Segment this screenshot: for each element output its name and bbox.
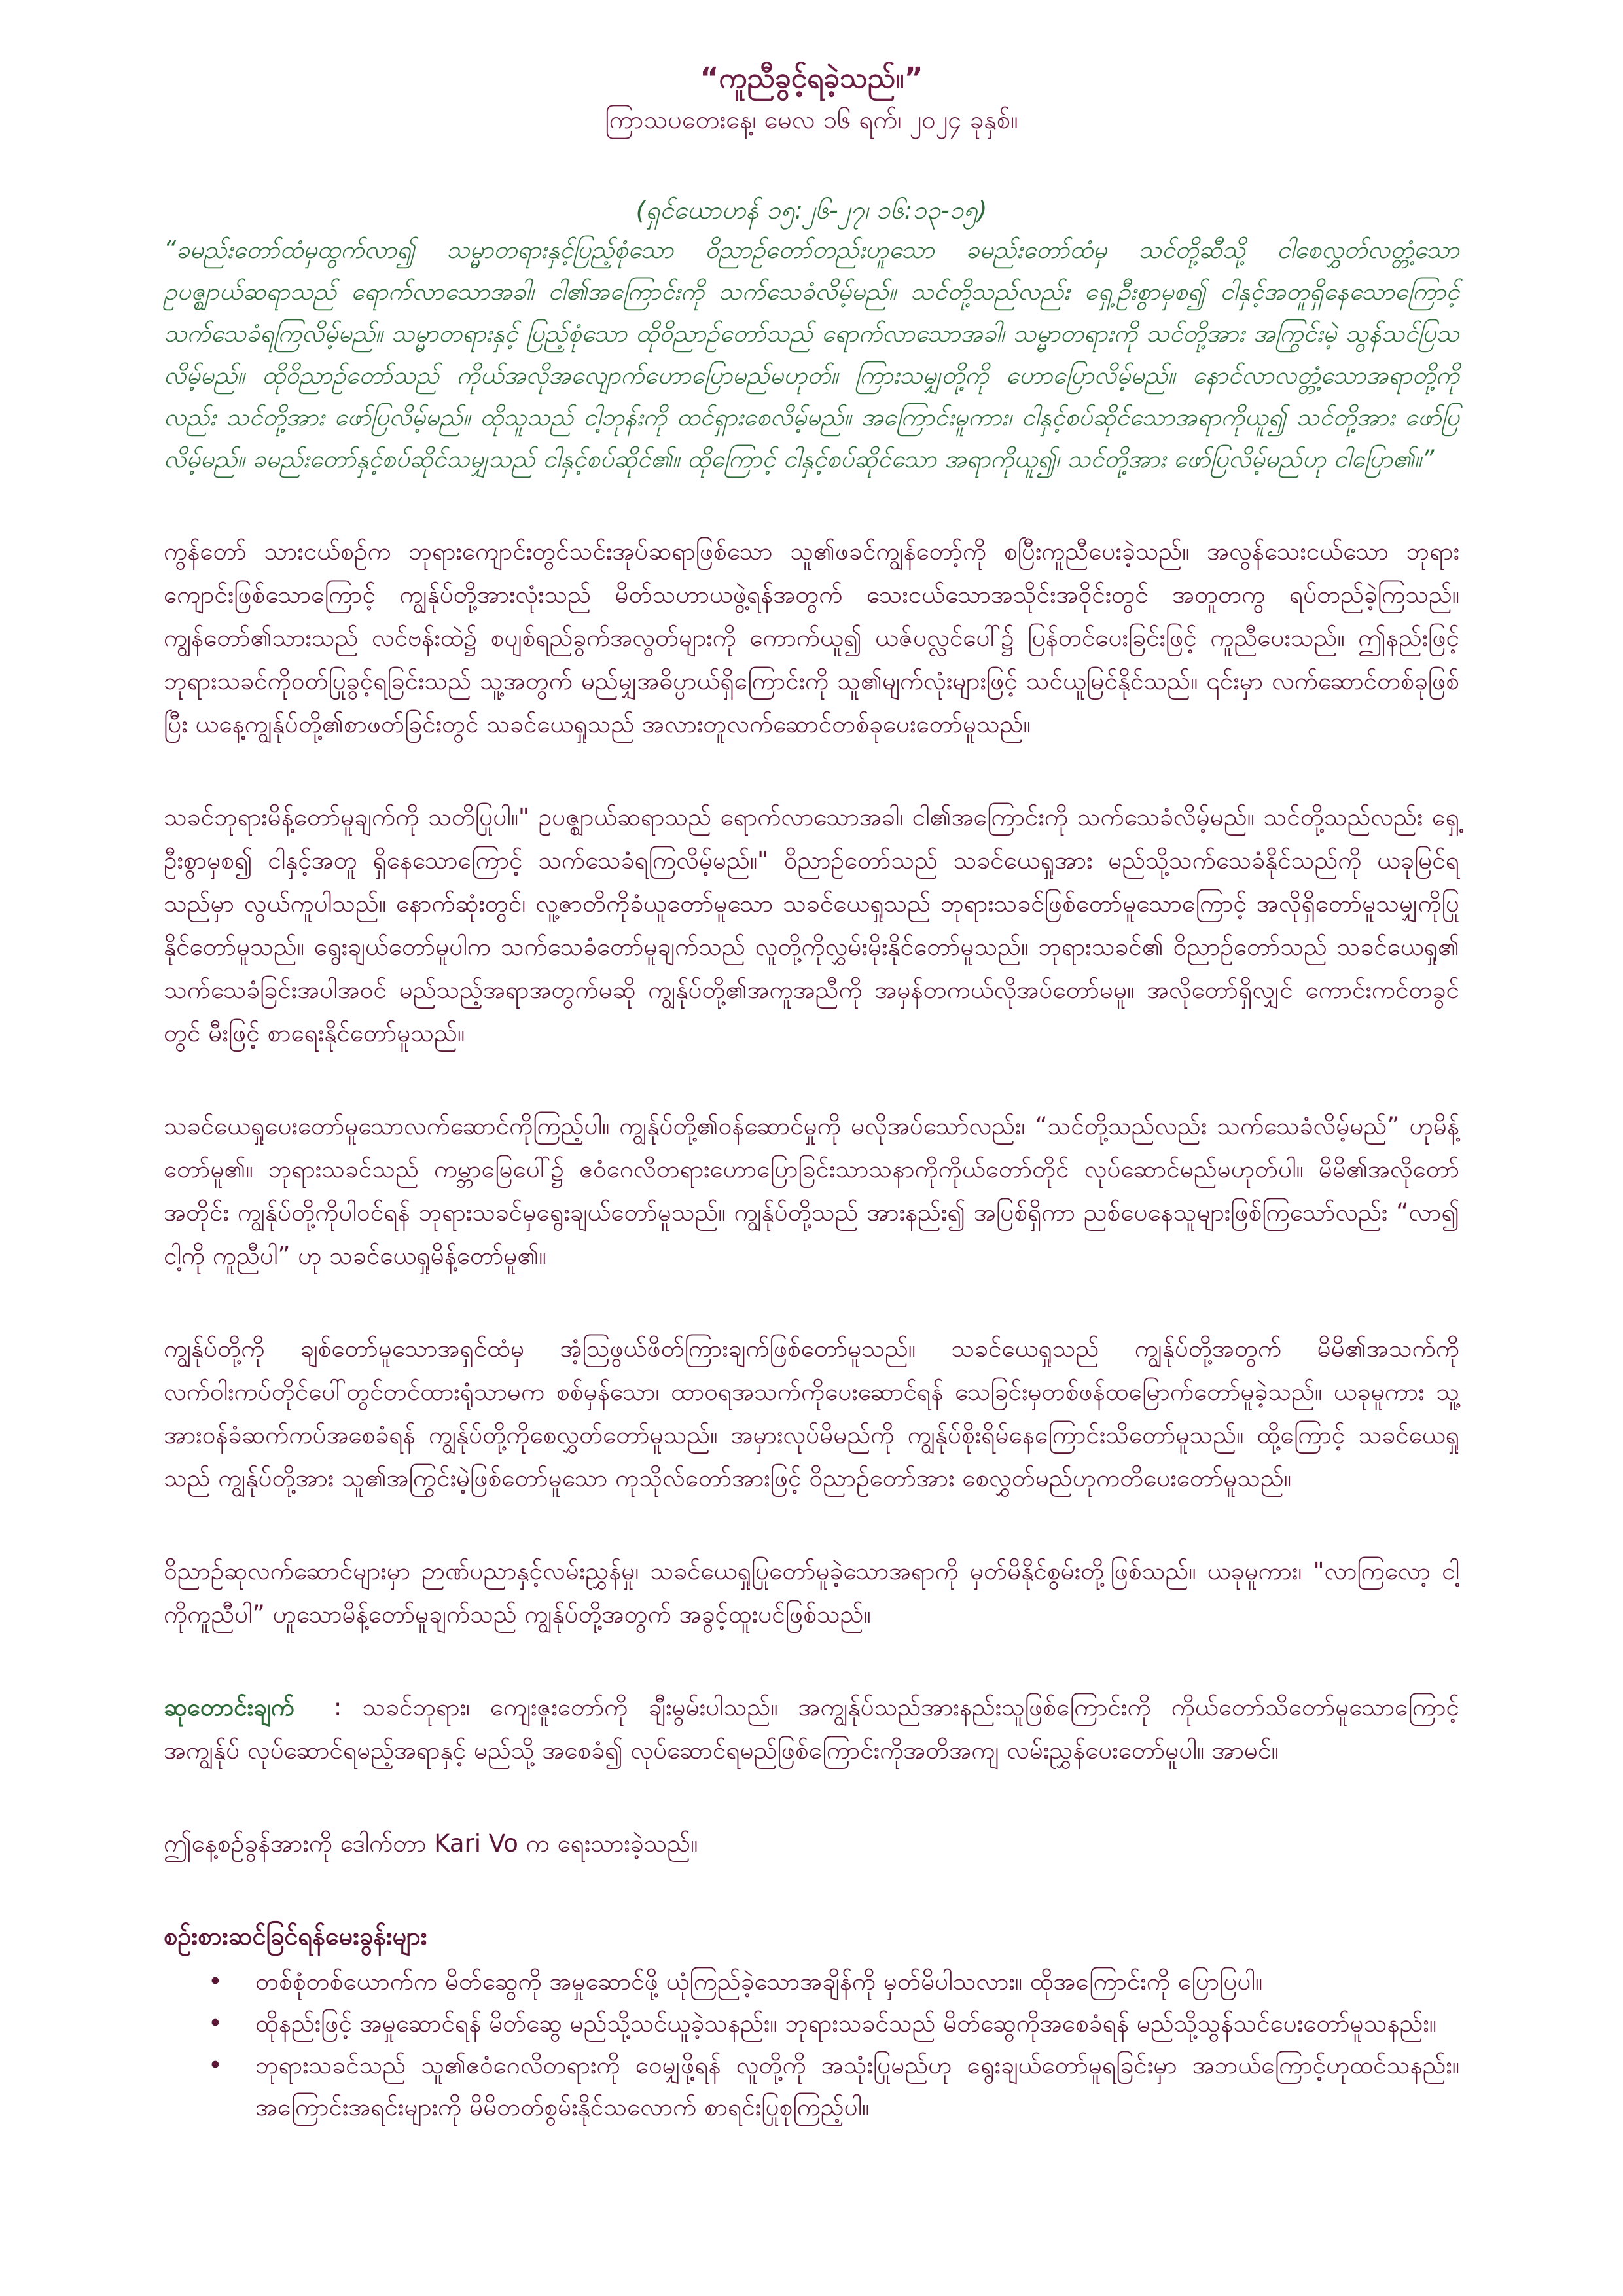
body-paragraph-5: ဝိညာဉ်ဆုလက်ဆောင်များမှာ ဉာဏ်ပညာနှင့်လမ်းညွှန်မှု၊ သခင်ယေရှုပြုတော်မူခဲ့သောအရာကို မှတ်မိနိုင်စွမ်းတို့ဖြစ်သည်။ ယခုမူကား၊ "လာကြလော့ ငါ့ကိုကူညီပါ” ဟူသောမိန့်တော်မူချက်သည် ကျွန်ုပ်တို့အတွက် အခွင့်ထူးပင်ဖြစ်သည်။ bbox=[164, 1557, 1459, 1628]
body-paragraph-4: ကျွန်ုပ်တို့ကို ချစ်တော်မူသောအရှင်ထံမှ အံ့သြဖွယ်ဖိတ်ကြားချက်ဖြစ်တော်မူသည်။ သခင်ယေရှုသည် ကျွန်ုပ်တို့အတွက် မိမိ၏အသက်ကို လက်ဝါးကပ်တိုင်ပေါ်တွင်တင်ထားရုံသာမက စစ်မှန်သော၊ ထာဝရအသက်ကိုပေးဆောင်ရန် သေခြင်းမှတစ်ဖန်ထမြောက်တော်မူခဲ့သည်။ ယခုမူကား သူ့အားဝန်ခံဆက်ကပ်အစေခံရန် ကျွန်ုပ်တို့ကိုစေလွှတ်တော်မူသည်။ အမှားလုပ်မိမည်ကို ကျွန်ုပ်စိုးရိမ်နေကြောင်းသိတော်မူသည်။ ထို့ကြောင့် သခင်ယေရှုသည် ကျွန်ုပ်တို့အား သူ၏အကြွင်းမဲ့ဖြစ်တော်မူသော ကုသိုလ်တော်အားဖြင့် ဝိညာဉ်တော်အား စေလွှတ်မည်ဟုကတိပေးတော်မူသည်။ bbox=[164, 1335, 1459, 1492]
prayer-paragraph bbox=[164, 1686, 1459, 1772]
body-paragraph-1: ကွန်တော် သားငယ်စဉ်က ဘုရားကျောင်းတွင်သင်းအုပ်ဆရာဖြစ်သော သူ၏ဖခင်ကျွန်တော့်ကို စပြီးကူညီပေးခဲ့သည်။ အလွန်သေးငယ်သော ဘုရားကျောင်းဖြစ်သောကြောင့် ကျွန်ုပ်တို့အားလုံးသည် မိတ်သဟာယဖွဲ့ရန်အတွက် သေးငယ်သောအသိုင်းအဝိုင်းတွင် အတူတကွ ရပ်တည်ခဲ့ကြသည်။ ကျွန်တော်၏သားသည် လင်ဗန်းထဲ၌ စပျစ်ရည်ခွက်အလွတ်များကို ကောက်ယူ၍ ယဇ်ပလ္လင်ပေါ်၌ ပြန်တင်ပေးခြင်းဖြင့် ကူညီပေးသည်။ ဤနည်းဖြင့် ဘုရားသခင်ကိုဝတ်ပြုခွင့်ရခြင်းသည် သူ့အတွက် မည်မျှအဓိပ္ပာယ်ရှိကြောင်းကို သူ၏မျက်လုံးများဖြင့် သင်ယူမြင်နိုင်သည်။ ၎င်းမှာ လက်ဆောင်တစ်ခုဖြစ်ပြီး ယနေ့ကျွန်ုပ်တို့၏စာဖတ်ခြင်းတွင် သခင်ယေရှုသည် အလားတူလက်ဆောင်တစ်ခုပေးတော်မူသည်။ bbox=[164, 537, 1459, 738]
prayer-text: : သခင်ဘုရား၊ ကျေးဇူးတော်ကို ချီးမွမ်းပါသည်။ အကျွန်ုပ်သည်အားနည်းသူဖြစ်ကြောင်းကို ကိုယ်တော်သိတော်မူသောကြောင့် အကျွန်ုပ် လုပ်ဆောင်ရမည့်အရာနှင့် မည်သို့ အစေခံ၍ လုပ်ဆောင်ရမည်ဖြစ်ကြောင်းကိုအတိအကျ လမ်းညွှန်ပေးတော်မူပါ။ အာမင်။ bbox=[164, 1693, 1459, 1765]
questions-list bbox=[164, 1961, 1459, 2128]
question-item bbox=[208, 2003, 1459, 2045]
devotion-title: “ကူညီခွင့်ရခဲ့သည်။” bbox=[700, 62, 923, 95]
body-paragraph-2: သခင်ဘုရားမိန့်တော်မူချက်ကို သတိပြုပါ။" ဥပဇ္ဈာယ်ဆရာသည် ရောက်လာသောအခါ၊ ငါ၏အကြောင်းကို သက်သေခံလိမ့်မည်။ သင်တို့သည်လည်း ရှေ့ဦးစွာမှစ၍ ငါနှင့်အတူ ရှိနေသောကြောင့် သက်သေခံရကြလိမ့်မည်။" ဝိညာဉ်တော်သည် သခင်ယေရှုအား မည်သို့သက်သေခံနိုင်သည်ကို ယခုမြင်ရသည်မှာ လွယ်ကူပါသည်။ နောက်ဆုံးတွင်၊ လူ့ဇာတိကိုခံယူတော်မူသော သခင်ယေရှုသည် ဘုရားသခင်ဖြစ်တော်မူသောကြောင့် အလိုရှိတော်မူသမျှကိုပြုနိုင်တော်မူသည်။ ရွေးချယ်တော်မူပါက သက်သေခံတော်မူချက်သည် လူတို့ကိုလွှမ်းမိုးနိုင်တော်မူသည်။ ဘုရားသခင်၏ ဝိညာဉ်တော်သည် သခင်ယေရှု၏ သက်သေခံခြင်းအပါအဝင် မည်သည့်အရာအတွက်မဆို ကျွန်ုပ်တို့၏အကူအညီကို အမှန်တကယ်လိုအပ်တော်မမူ။ အလိုတော်ရှိလျှင် ကောင်းကင်တခွင်တွင် မီးဖြင့် စာရေးနိုင်တော်မူသည်။ bbox=[164, 803, 1459, 1047]
scripture-passage: “ခမည်းတော်ထံမှထွက်လာ၍ သမ္မာတရားနှင့်ပြည့်စုံသော ဝိညာဉ်တော်တည်းဟူသော ခမည်းတော်ထံမှ သင်တို့ဆီသို့ ငါစေလွှတ်လတ္တံ့သော ဥပဇ္ဈာယ်ဆရာသည် ရောက်လာသောအခါ၊ ငါ၏အကြောင်းကို သက်သေခံလိမ့်မည်။ သင်တို့သည်လည်း ရှေ့ဦးစွာမှစ၍ ငါနှင့်အတူရှိနေသောကြောင့် သက်သေခံရကြလိမ့်မည်။ သမ္မာတရားနှင့် ပြည့်စုံသော ထိုဝိညာဉ်တော်သည် ရောက်လာသောအခါ၊ သမ္မာတရားကို သင်တို့အား အကြွင်းမဲ့ သွန်သင်ပြသလိမ့်မည်။ ထိုဝိညာဉ်တော်သည် ကိုယ်အလိုအလျောက်ဟောပြောမည်မဟုတ်။ ကြားသမျှတို့ကို ဟောပြောလိမ့်မည်။ နောင်လာလတ္တံ့သောအရာတို့ကိုလည်း သင်တို့အား ဖော်ပြလိမ့်မည်။ ထိုသူသည် ငါ့ဘုန်းကို ထင်ရှားစေလိမ့်မည်။ အကြောင်းမူကား၊ ငါနှင့်စပ်ဆိုင်သောအရာကိုယူ၍ သင်တို့အား ဖော်ပြလိမ့်မည်။ ခမည်းတော်နှင့်စပ်ဆိုင်သမျှသည် ငါနှင့်စပ်ဆိုင်၏။ ထိုကြောင့် ငါနှင့်စပ်ဆိုင်သော အရာကိုယူ၍၊ သင်တို့အား ဖော်ပြလိမ့်မည်ဟု ငါပြော၏။” bbox=[164, 236, 1459, 473]
author-note: ဤနေ့စဉ်ခွန်အားကို ဒေါက်တာ Kari Vo က ရေးသားခဲ့သည်။ bbox=[164, 1829, 698, 1857]
bullet-icon: • bbox=[208, 1967, 223, 1996]
question-text: ထိုနည်းဖြင့် အမှုဆောင်ရန် မိတ်ဆွေ မည်သို့သင်ယူခဲ့သနည်း။ ဘုရားသခင်သည် မိတ်ဆွေကိုအစေခံရန် မည်သို့သွန်သင်ပေးတော်မူသနည်း။ bbox=[255, 2009, 1436, 2037]
bullet-icon: • bbox=[208, 2009, 223, 2037]
scripture-reference: (ရှင်ယောဟန် ၁၅:၂၆-၂၇၊ ၁၆:၁၃-၁၅) bbox=[635, 196, 988, 224]
questions-heading: စဉ်းစားဆင်ခြင်ရန်မေးခွန်းများ bbox=[164, 1922, 427, 1950]
question-text: ဘုရားသခင်သည် သူ၏ဧဝံဂေလိတရားကို ဝေမျှဖို့ရန် လူတို့ကို အသုံးပြုမည်ဟု ရွေးချယ်တော်မူရခြင်းမှာ အဘယ်ကြောင့်ဟုထင်သနည်း။ အကြောင်းအရင်းများကို မိမိတတ်စွမ်းနိုင်သလောက် စာရင်းပြုစုကြည့်ပါ။ bbox=[255, 2051, 1459, 2121]
body-paragraph-3: သခင်ယေရှုပေးတော်မူသောလက်ဆောင်ကိုကြည့်ပါ။ ကျွန်ုပ်တို့၏ဝန်ဆောင်မှုကို မလိုအပ်သော်လည်း၊ “သင်တို့သည်လည်း သက်သေခံလိမ့်မည်” ဟုမိန့်တော်မူ၏။ ဘုရားသခင်သည် ကမ္ဘာမြေပေါ်၌ ဧဝံဂေလိတရားဟောပြောခြင်းသာသနာကိုကိုယ်တော်တိုင် လုပ်ဆောင်မည်မဟုတ်ပါ။ မိမိ၏အလိုတော်အတိုင်း ကျွန်ုပ်တို့ကိုပါဝင်ရန် ဘုရားသခင်မှရွေးချယ်တော်မူသည်။ ကျွန်ုပ်တို့သည် အားနည်း၍ အပြစ်ရှိကာ ညစ်ပေနေသူများဖြစ်ကြသော်လည်း “လာ၍ ငါ့ကို ကူညီပါ” ဟု သခင်ယေရှုမိန့်တော်မူ၏။ bbox=[164, 1112, 1459, 1270]
question-item bbox=[208, 2045, 1459, 2128]
prayer-label: ဆုတောင်းချက် bbox=[164, 1693, 294, 1721]
question-text: တစ်စုံတစ်ယောက်က မိတ်ဆွေကို အမှုဆောင်ဖို့ ယုံကြည်ခဲ့သောအချိန်ကို မှတ်မိပါသလား။ ထိုအကြောင်းကို ပြောပြပါ။ bbox=[255, 1967, 1263, 1996]
devotion-date: ကြာသပတေးနေ့၊ မေလ ၁၆ ရက်၊ ၂၀၂၄ ခုနှစ်။ bbox=[605, 105, 1018, 134]
question-item bbox=[208, 1961, 1459, 2003]
devotional-page bbox=[164, 59, 1459, 2128]
bullet-icon: • bbox=[208, 2051, 223, 2079]
